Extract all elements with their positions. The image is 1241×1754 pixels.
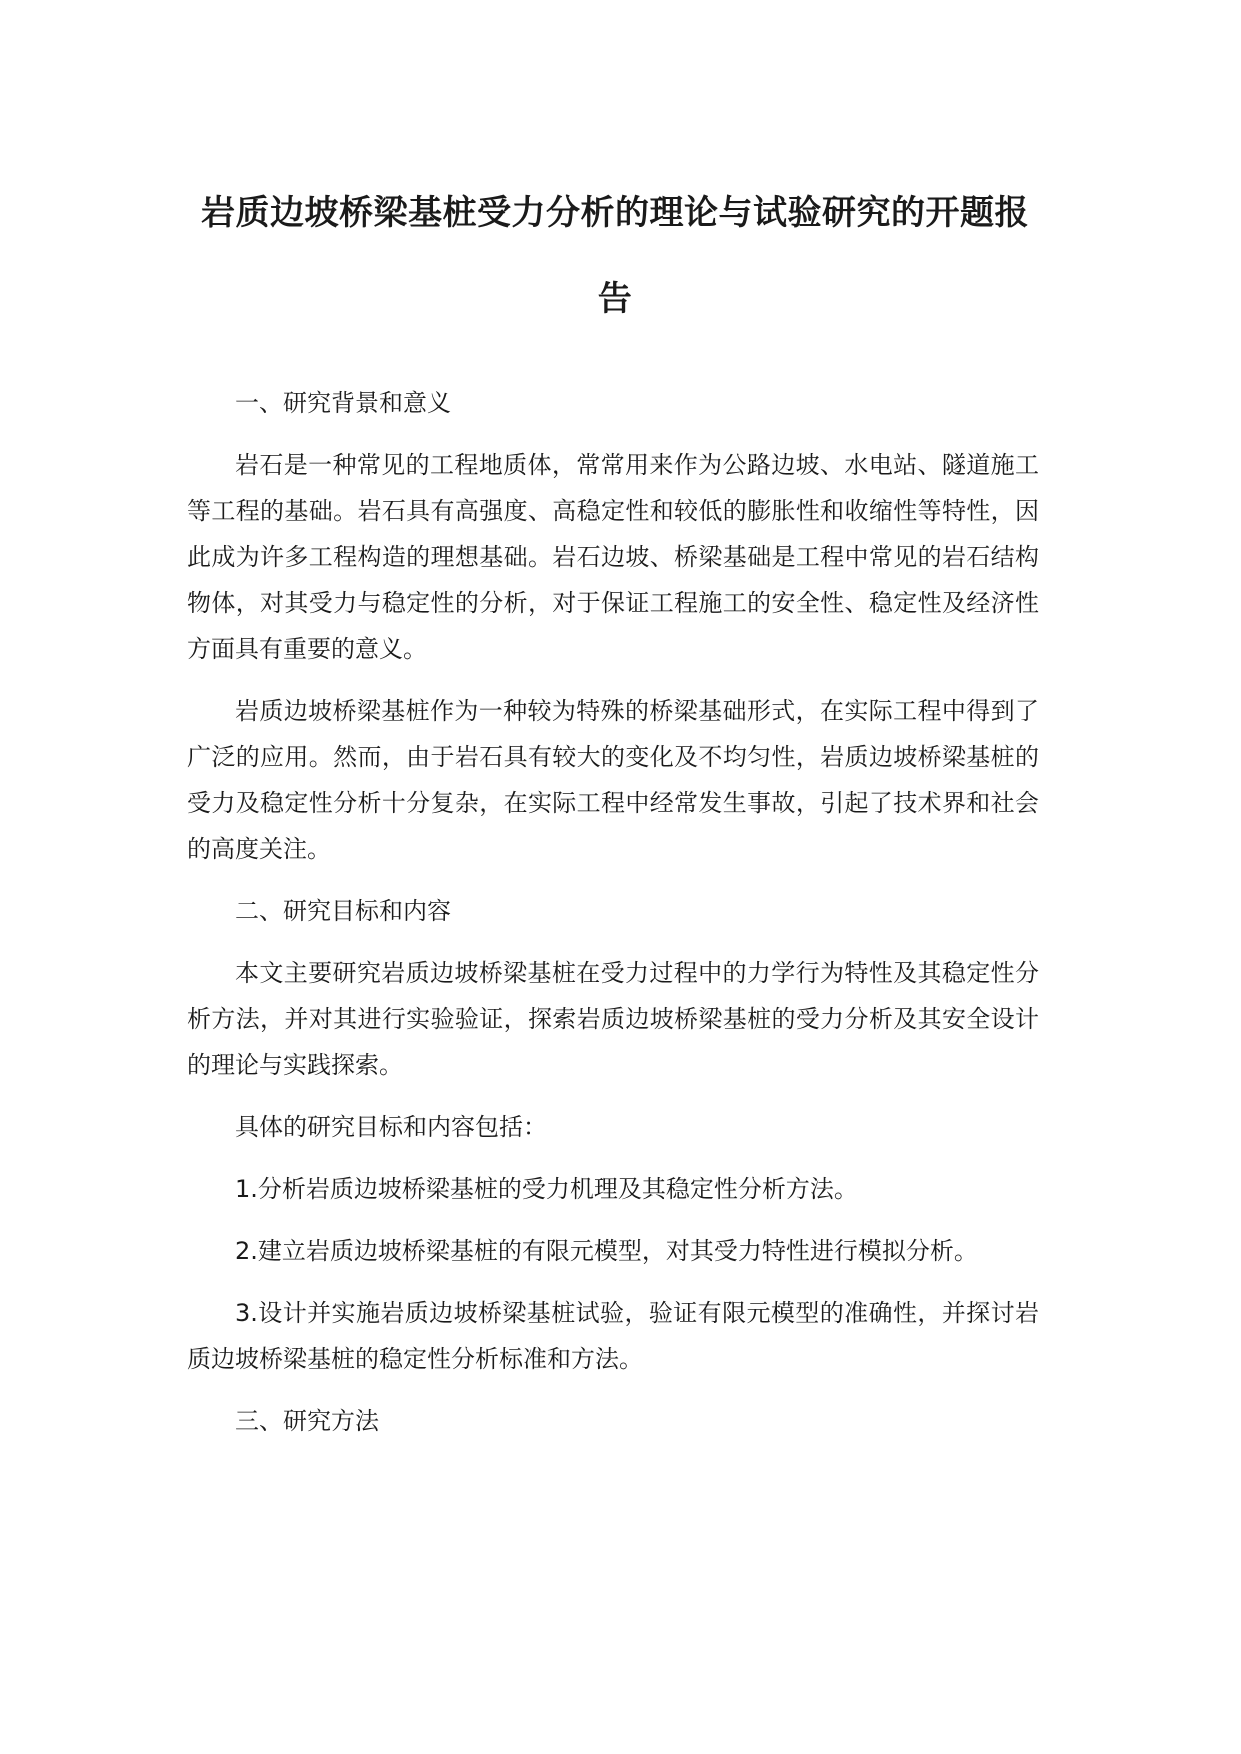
- section-heading-methods: 三、研究方法: [235, 1407, 379, 1435]
- paragraph-rock-intro: 岩石是一种常见的工程地质体，常常用来作为公路边坡、水电站、隧道施工等工程的基础。岩石具有高强度、高稳定性和较低的膨胀性和收缩性等特性，因此成为许多工程构造的理想基础。岩石边坡、桥梁基础是工程中常见的岩石结构物体，对其受力与稳定性的分析，对于保证工程施工的安全性、稳定性及经济性方面具有重要的意义。: [187, 451, 1039, 663]
- paragraph-objectives-intro: 具体的研究目标和内容包括：: [235, 1113, 547, 1141]
- list-item-objective-1: 1.分析岩质边坡桥梁基桩的受力机理及其稳定性分析方法。: [235, 1175, 858, 1203]
- section-heading-objectives: 二、研究目标和内容: [235, 897, 451, 925]
- paragraph-research-summary: 本文主要研究岩质边坡桥梁基桩在受力过程中的力学行为特性及其稳定性分析方法，并对其进行实验验证，探索岩质边坡桥梁基桩的受力分析及其安全设计的理论与实践探索。: [187, 959, 1039, 1079]
- paragraph-pile-background: 岩质边坡桥梁基桩作为一种较为特殊的桥梁基础形式，在实际工程中得到了广泛的应用。然而，由于岩石具有较大的变化及不均匀性，岩质边坡桥梁基桩的受力及稳定性分析十分复杂，在实际工程中经常发生事故，引起了技术界和社会的高度关注。: [187, 697, 1039, 863]
- list-item-objective-3: 3.设计并实施岩质边坡桥梁基桩试验，验证有限元模型的准确性，并探讨岩质边坡桥梁基桩的稳定性分析标准和方法。: [187, 1299, 1039, 1373]
- document-body: [187, 380, 1039, 1460]
- list-item-objective-2: 2.建立岩质边坡桥梁基桩的有限元模型，对其受力特性进行模拟分析。: [235, 1237, 978, 1265]
- document-title: 岩质边坡桥梁基桩受力分析的理论与试验研究的开题报告: [201, 193, 1029, 319]
- section-heading-background: 一、研究背景和意义: [235, 389, 451, 417]
